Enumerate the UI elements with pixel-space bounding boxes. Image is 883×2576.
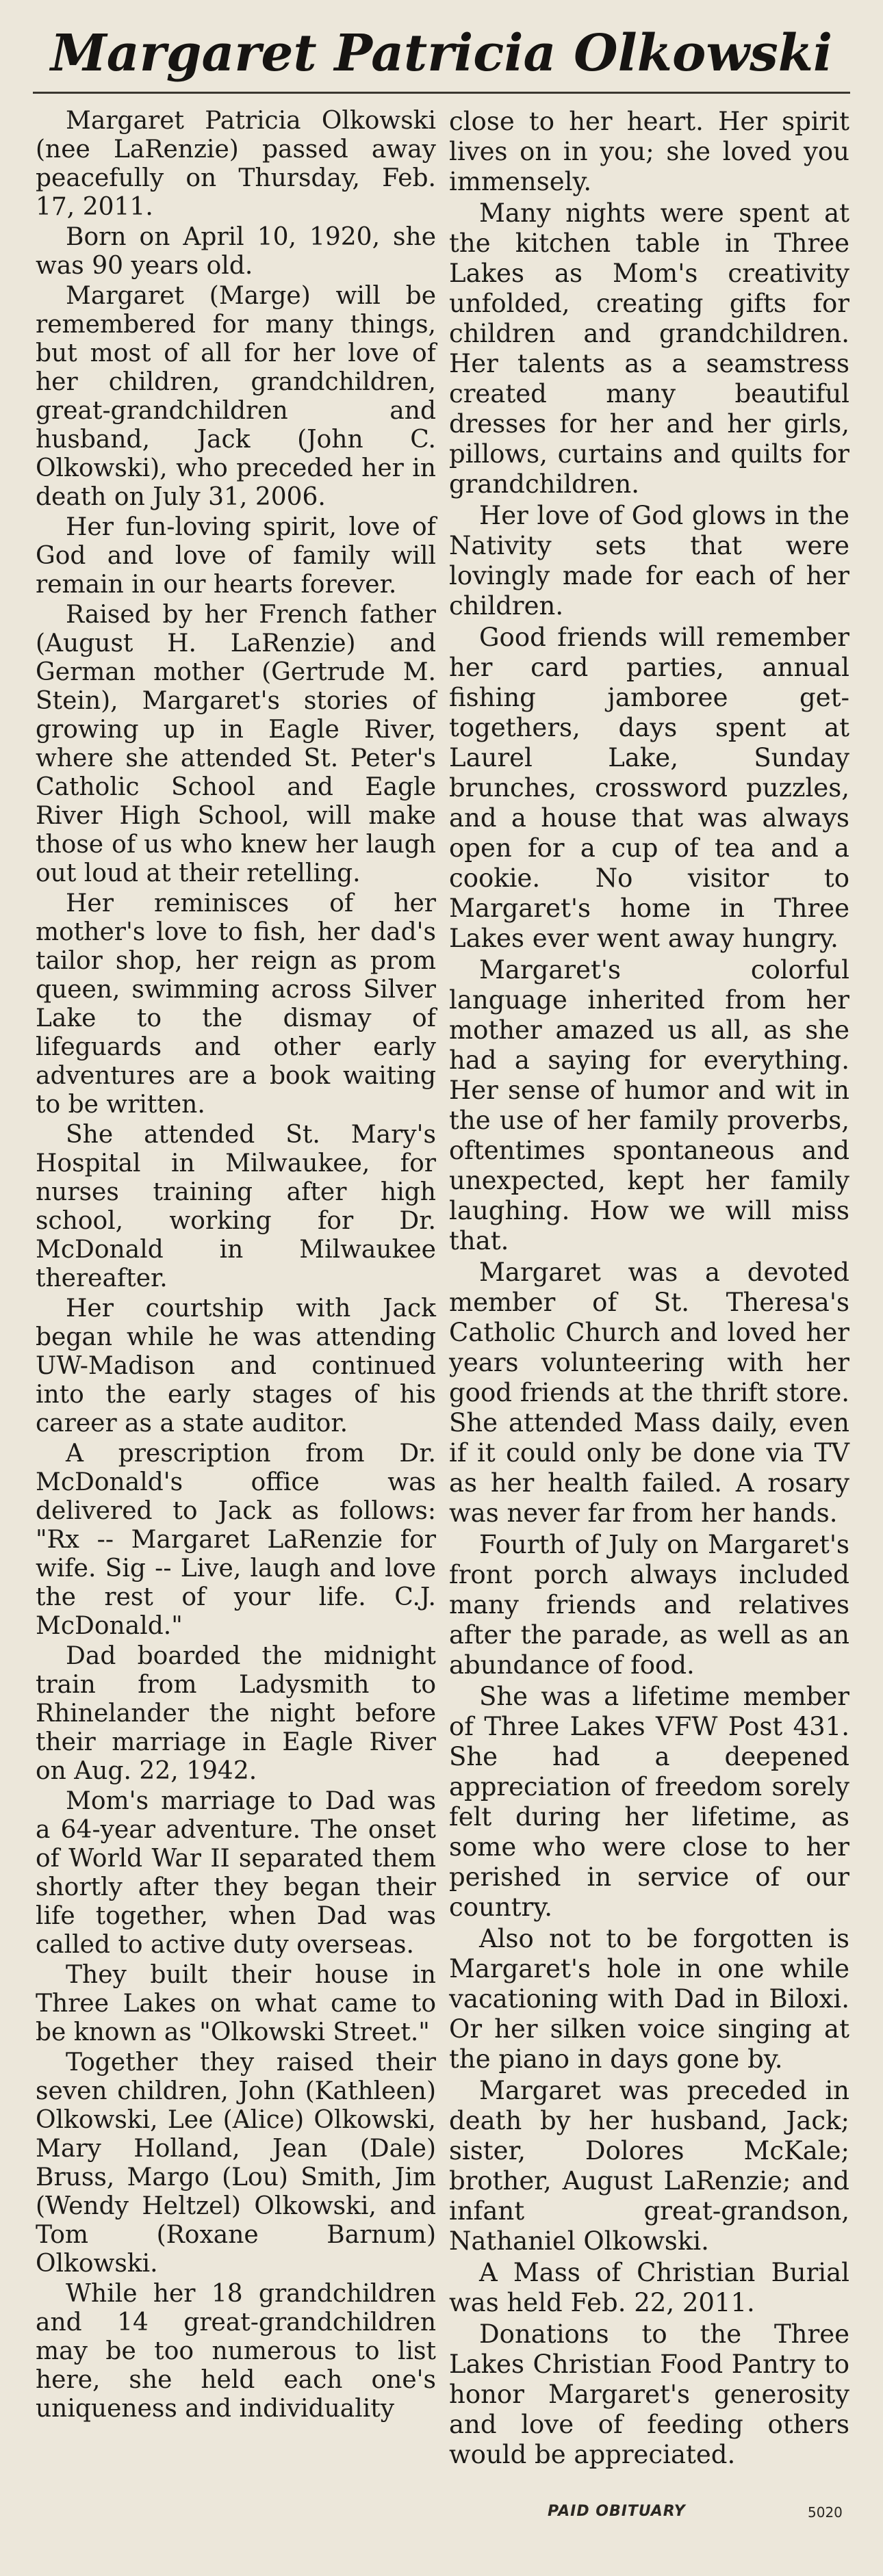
paragraph: Donations to the Three Lakes Christian Food Pantry to honor Margaret's generosity and love of feeding others would be appreciated. [449, 2319, 849, 2469]
paragraph: Dad boarded the midnight train from Ladysmith to Rhinelander the night before their marriage in Eagle River on Aug. 22, 1942. [36, 1642, 436, 1785]
ad-code: 5020 [808, 2504, 843, 2521]
paragraph: Margaret was preceded in death by her husband, Jack; sister, Dolores McKale; brother, August LaRenzie; and infant great-grandson, Nathaniel Olkowski. [449, 2076, 849, 2256]
paragraph: Fourth of July on Margaret's front porch always included many friends and relatives after the parade, as well as an abundance of food. [449, 1530, 849, 1680]
paragraph: Raised by her French father (August H. LaRenzie) and German mother (Gertrude M. Stein), Margaret's stories of growing up in Eagle River, where she attended St. Peter's Catholic School and Eagle River High School, will make those of us who knew her laugh out loud at their retelling. [36, 601, 436, 887]
paragraph: Margaret (Marge) will be remembered for many things, but most of all for her love of her children, grandchildren, great-grandchildren and husband, Jack (John C. Olkowski), who preceded her in death on July 31, 2006. [36, 282, 436, 511]
paragraph: Also not to be forgotten is Margaret's hole in one while vacationing with Dad in Biloxi. Or her silken voice singing at the piano in days gone by. [449, 1924, 849, 2074]
paragraph: Her reminisces of her mother's love to fish, her dad's tailor shop, her reign as prom queen, swimming across Silver Lake to the dismay of lifeguards and other early adventures are a book waiting to be written. [36, 889, 436, 1119]
paragraph: Margaret was a devoted member of St. Theresa's Catholic Church and loved her years volunteering with her good friends at the thrift store. She attended Mass daily, even if it could only be done via TV as her health failed. A rosary was never far from her hands. [449, 1258, 849, 1528]
paragraph: Together they raised their seven children, John (Kathleen) Olkowski, Lee (Alice) Olkowski, Mary Holland, Jean (Dale) Bruss, Margo (Lou) Smith, Jim (Wendy Heltzel) Olkowski, and Tom (Roxane Barnum) Olkowski. [36, 2048, 436, 2278]
paragraph: Margaret's colorful language inherited from her mother amazed us all, as she had a saying for everything. Her sense of humor and wit in the use of her family proverbs, oftentimes spontaneous and unexpected, kept her family laughing. How we will miss that. [449, 955, 849, 1256]
paragraph: She attended St. Mary's Hospital in Milwaukee, for nurses training after high school, working for Dr. McDonald in Milwaukee thereafter. [36, 1121, 436, 1292]
paragraph: Born on April 10, 1920, she was 90 years old. [36, 223, 436, 280]
paragraph: Her love of God glows in the Nativity sets that were lovingly made for each of her children. [449, 501, 849, 621]
paragraph: Many nights were spent at the kitchen table in Three Lakes as Mom's creativity unfolded, creating gifts for children and grandchildren. Her talents as a seamstress created many beautiful dresses for her and her girls, pillows, curtains and quilts for grandchildren. [449, 198, 849, 499]
left-column [36, 107, 436, 2425]
paragraph: Good friends will remember her card parties, annual fishing jamboree get-togethers, days spent at Laurel Lake, Sunday brunches, crossword puzzles, and a house that was always open for a cup of tea and a cookie. No visitor to Margaret's home in Three Lakes ever went away hungry. [449, 623, 849, 953]
paragraph: Her courtship with Jack began while he was attending UW-Madison and continued into the early stages of his career as a state auditor. [36, 1294, 436, 1437]
paid-obituary-label: PAID OBITUARY [548, 2503, 686, 2520]
paragraph-continuation: close to her heart. Her spirit lives on in you; she loved you immensely. [449, 107, 849, 196]
paragraph: Margaret Patricia Olkowski (nee LaRenzie) passed away peacefully on Thursday, Feb. 17, 2011. [36, 107, 436, 221]
paragraph: They built their house in Three Lakes on what came to be known as "Olkowski Street." [36, 1961, 436, 2046]
paragraph: Her fun-loving spirit, love of God and love of family will remain in our hearts forever. [36, 513, 436, 599]
title-divider [33, 92, 850, 94]
paragraph: While her 18 grandchildren and 14 great-grandchildren may be too numerous to list here, she held each one's uniqueness and individuality [36, 2280, 436, 2423]
paragraph: She was a lifetime member of Three Lakes VFW Post 431. She had a deepened appreciation of freedom sorely felt during her lifetime, as some who were close to her perished in service of our country. [449, 1682, 849, 1922]
right-column [449, 107, 849, 2471]
paragraph: A Mass of Christian Burial was held Feb. 22, 2011. [449, 2258, 849, 2317]
paragraph: Mom's marriage to Dad was a 64-year adventure. The onset of World War II separated them shortly after they began their life together, when Dad was called to active duty overseas. [36, 1787, 436, 1959]
obituary-title: Margaret Patricia Olkowski [50, 24, 833, 83]
paragraph: A prescription from Dr. McDonald's office was delivered to Jack as follows: "Rx -- Margaret LaRenzie for wife. Sig -- Live, laugh and love the rest of your life. C.J. McDonald." [36, 1440, 436, 1640]
